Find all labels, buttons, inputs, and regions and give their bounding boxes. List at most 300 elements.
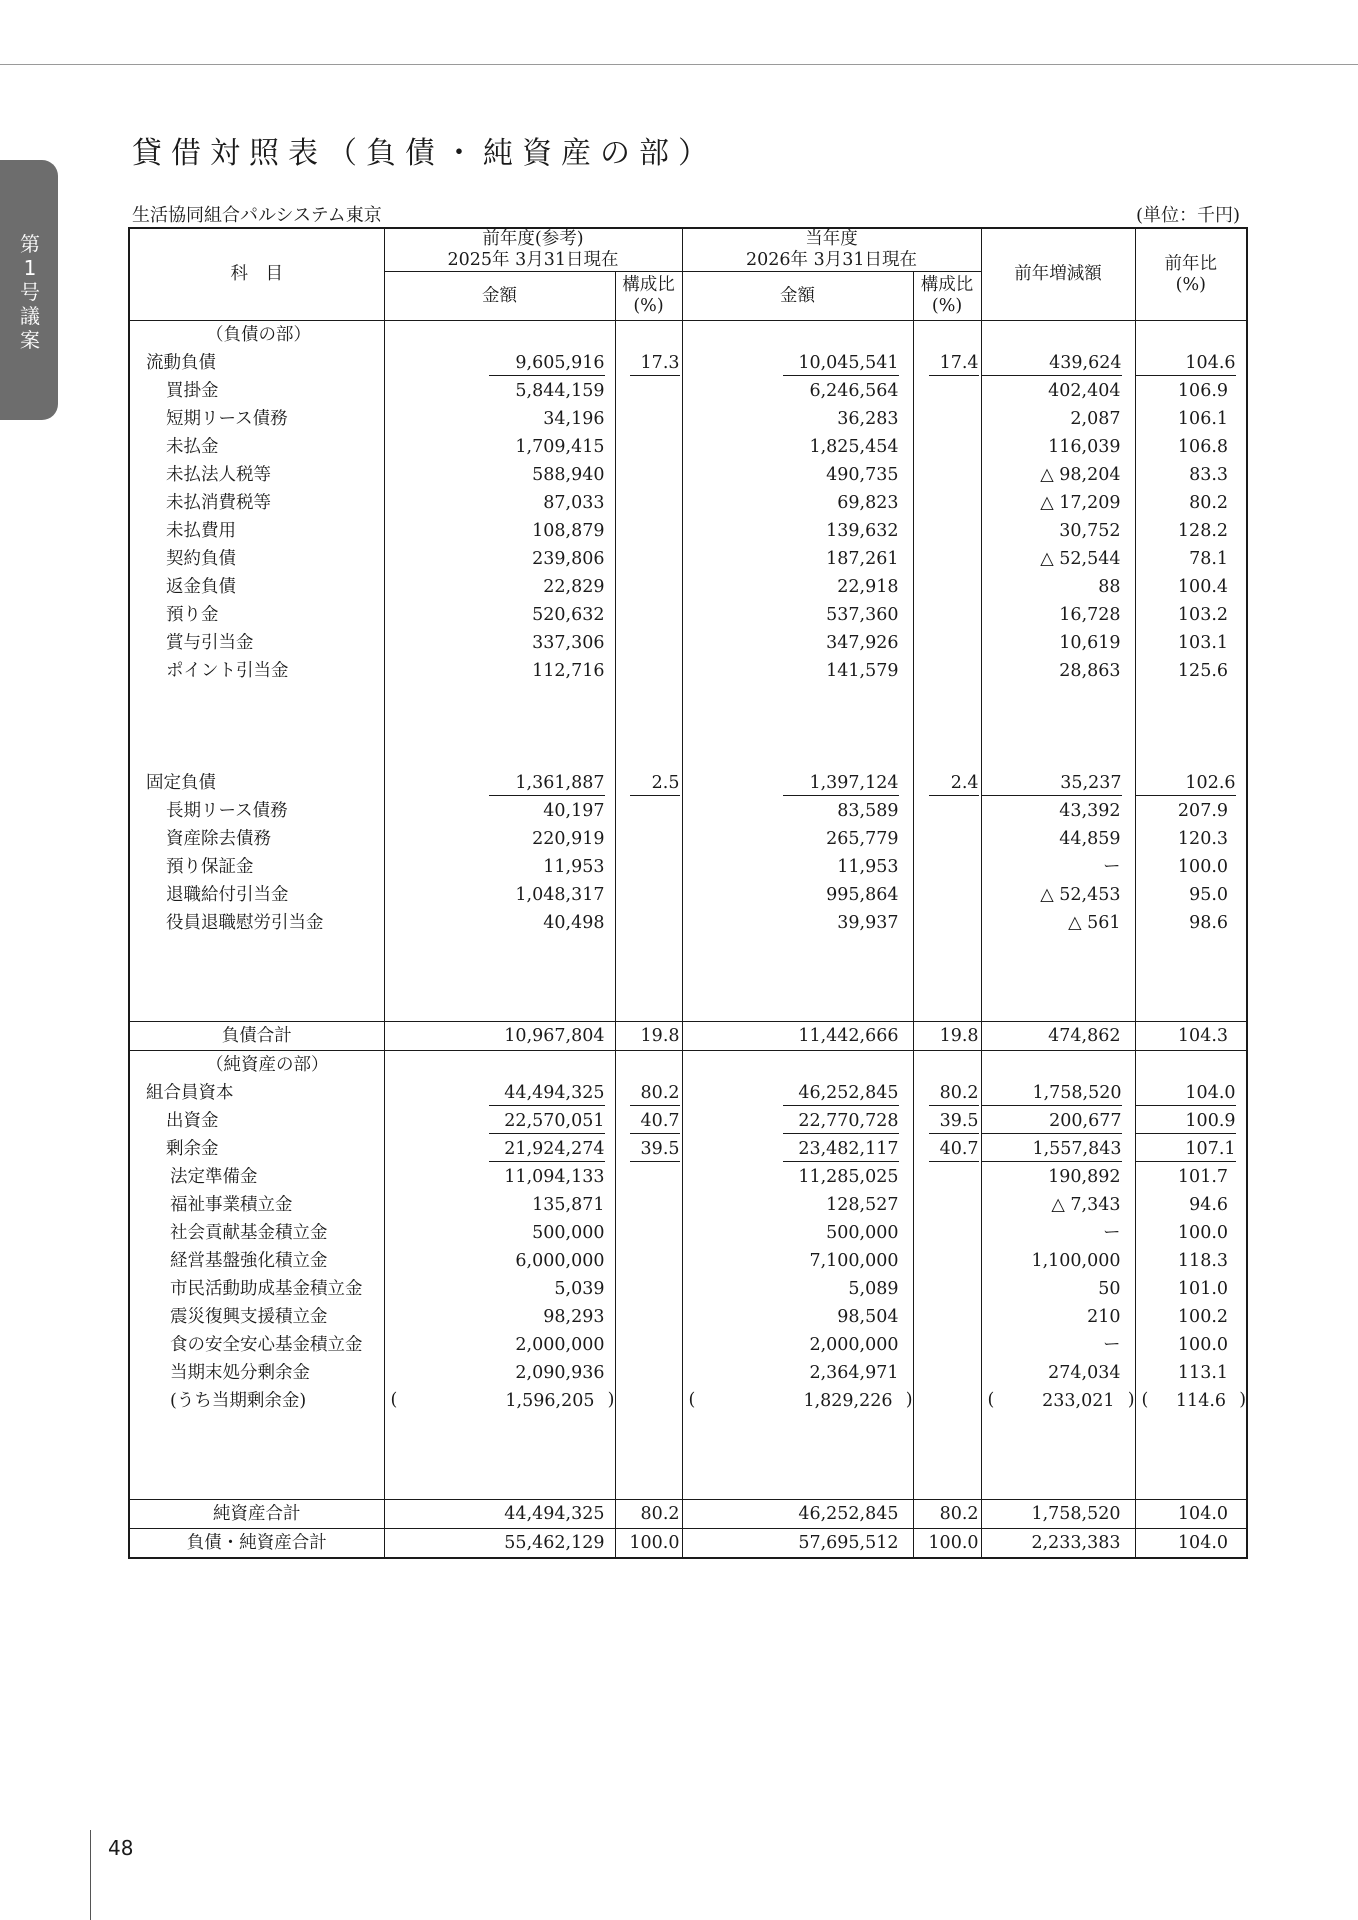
fixed-liability-item bbox=[129, 853, 1247, 881]
current-liability-item bbox=[129, 377, 1247, 405]
current-liability-item-prev-pct bbox=[615, 461, 682, 489]
surplus-item-diff: ー bbox=[981, 1331, 1135, 1359]
page-number: 48 bbox=[108, 1836, 134, 1860]
current-liabilities-row-prev-pct bbox=[615, 349, 682, 377]
surplus-row bbox=[129, 1135, 1247, 1163]
investment-row-cur-pct-value: 39.5 bbox=[929, 1109, 979, 1134]
current-liabilities-row-diff-value: 439,624 bbox=[982, 351, 1122, 376]
surplus-item-prev-pct bbox=[615, 1219, 682, 1247]
current-surplus-prev-close-paren: ) bbox=[607, 1390, 615, 1410]
surplus-item-prev-pct bbox=[615, 1303, 682, 1331]
current-liability-item-ratio: 125.6 bbox=[1135, 657, 1247, 685]
current-liability-item-diff: 2,087 bbox=[981, 405, 1135, 433]
spacer-cell bbox=[981, 1443, 1135, 1471]
spacer-row bbox=[129, 713, 1247, 741]
surplus-item-prev: 5,039 bbox=[384, 1275, 615, 1303]
current-liability-item-cur-pct bbox=[913, 629, 981, 657]
page-title: 貸借対照表（負債・純資産の部） bbox=[132, 136, 717, 171]
current-surplus-cur-close-paren: ) bbox=[905, 1390, 913, 1410]
spacer-row bbox=[129, 685, 1247, 713]
current-liabilities-row-prev-value: 9,605,916 bbox=[489, 351, 605, 376]
spacer-cell bbox=[384, 937, 615, 965]
fixed-liability-item-label: 預り保証金 bbox=[129, 853, 384, 881]
current-liabilities-row-prev-pct-value: 17.3 bbox=[630, 351, 680, 376]
current-liability-item-diff: 16,728 bbox=[981, 601, 1135, 629]
current-liability-item-prev-pct bbox=[615, 601, 682, 629]
current-liability-item-diff: 30,752 bbox=[981, 517, 1135, 545]
current-liabilities-row-prev bbox=[384, 349, 615, 377]
current-liability-item-prev: 520,632 bbox=[384, 601, 615, 629]
spacer-cell bbox=[682, 741, 913, 769]
spacer-cell bbox=[981, 1415, 1135, 1443]
grand-total-row-cur: 57,695,512 bbox=[682, 1529, 913, 1559]
surplus-item-label: 食の安全安心基金積立金 bbox=[129, 1331, 384, 1359]
investment-row-ratio bbox=[1135, 1107, 1247, 1135]
spacer-cell bbox=[981, 993, 1135, 1022]
current-liability-item bbox=[129, 657, 1247, 685]
investment-row-prev-value: 22,570,051 bbox=[489, 1109, 605, 1134]
grand-total-row-cur-pct: 100.0 bbox=[913, 1529, 981, 1559]
current-liability-item-cur-pct bbox=[913, 517, 981, 545]
fixed-liability-item-label: 長期リース債務 bbox=[129, 797, 384, 825]
investment-row-diff-value: 200,677 bbox=[982, 1109, 1122, 1134]
current-liability-item-label: 返金負債 bbox=[129, 573, 384, 601]
liabilities-total-row-label: 負債合計 bbox=[129, 1022, 384, 1051]
current-surplus-cur bbox=[682, 1387, 913, 1415]
current-surplus-diff-value: 233,021 bbox=[1042, 1390, 1115, 1411]
current-liability-item-prev-pct bbox=[615, 433, 682, 461]
current-liability-item-prev: 112,716 bbox=[384, 657, 615, 685]
current-liability-item-prev: 588,940 bbox=[384, 461, 615, 489]
top-rule bbox=[0, 64, 1358, 65]
current-liability-item-diff: 402,404 bbox=[981, 377, 1135, 405]
fixed-liabilities-row-ratio bbox=[1135, 769, 1247, 797]
spacer-cell bbox=[384, 741, 615, 769]
surplus-item-cur-pct bbox=[913, 1331, 981, 1359]
current-liabilities-row-cur-pct-value: 17.4 bbox=[929, 351, 979, 376]
grand-total-row-ratio: 104.0 bbox=[1135, 1529, 1247, 1559]
surplus-item-cur-pct bbox=[913, 1247, 981, 1275]
grand-total-row-label: 負債・純資産合計 bbox=[129, 1529, 384, 1559]
net-assets-total-row-cur-pct: 80.2 bbox=[913, 1500, 981, 1529]
current-liabilities-row-diff bbox=[981, 349, 1135, 377]
surplus-row-label: 剰余金 bbox=[129, 1135, 384, 1163]
current-liability-item-cur-pct bbox=[913, 461, 981, 489]
current-surplus-prev bbox=[384, 1387, 615, 1415]
current-liability-item-prev-pct bbox=[615, 657, 682, 685]
surplus-row-ratio bbox=[1135, 1135, 1247, 1163]
current-liabilities-row-ratio-value: 104.6 bbox=[1136, 351, 1236, 376]
spacer-cell bbox=[129, 713, 384, 741]
members-capital-row-label: 組合員資本 bbox=[129, 1079, 384, 1107]
surplus-item bbox=[129, 1359, 1247, 1387]
current-liability-item-cur-pct bbox=[913, 545, 981, 573]
fixed-liabilities-row-prev-pct bbox=[615, 769, 682, 797]
surplus-item-cur: 98,504 bbox=[682, 1303, 913, 1331]
surplus-item-cur-pct bbox=[913, 1219, 981, 1247]
current-liability-item-label: 短期リース債務 bbox=[129, 405, 384, 433]
current-liability-item-label: 未払費用 bbox=[129, 517, 384, 545]
fixed-liability-item-cur-pct bbox=[913, 881, 981, 909]
surplus-row-cur-pct bbox=[913, 1135, 981, 1163]
surplus-item-ratio: 113.1 bbox=[1135, 1359, 1247, 1387]
spacer-cell bbox=[384, 1443, 615, 1471]
current-liabilities-row-cur bbox=[682, 349, 913, 377]
fixed-liabilities-row-cur-pct-value: 2.4 bbox=[929, 771, 979, 796]
members-capital-row-ratio-value: 104.0 bbox=[1136, 1081, 1236, 1106]
current-liability-item-cur-pct bbox=[913, 433, 981, 461]
fixed-liabilities-row-cur-pct bbox=[913, 769, 981, 797]
members-capital-row-prev-pct-value: 80.2 bbox=[630, 1081, 680, 1106]
fixed-liability-item-prev: 11,953 bbox=[384, 853, 615, 881]
surplus-item-ratio: 100.0 bbox=[1135, 1331, 1247, 1359]
spacer-cell bbox=[1135, 993, 1247, 1022]
net-assets-header-empty bbox=[384, 1051, 615, 1080]
surplus-item-prev: 11,094,133 bbox=[384, 1163, 615, 1191]
current-liability-item-prev: 239,806 bbox=[384, 545, 615, 573]
spacer-cell bbox=[129, 993, 384, 1022]
header-subject: 科 目 bbox=[129, 228, 384, 321]
surplus-item-cur: 2,364,971 bbox=[682, 1359, 913, 1387]
header-prev-year bbox=[384, 228, 682, 272]
fixed-liability-item-prev: 220,919 bbox=[384, 825, 615, 853]
spacer-row bbox=[129, 741, 1247, 769]
investment-row-prev bbox=[384, 1107, 615, 1135]
current-liability-item-cur-pct bbox=[913, 657, 981, 685]
spacer-row bbox=[129, 993, 1247, 1022]
spacer-cell bbox=[913, 1471, 981, 1500]
fixed-liability-item-prev-pct bbox=[615, 853, 682, 881]
fixed-liabilities-row-cur-value: 1,397,124 bbox=[783, 771, 899, 796]
net-assets-header-empty bbox=[682, 1051, 913, 1080]
net-assets-header bbox=[129, 1051, 1247, 1080]
surplus-item-prev-pct bbox=[615, 1163, 682, 1191]
current-surplus-ratio-close-paren: ) bbox=[1239, 1390, 1247, 1410]
spacer-cell bbox=[129, 741, 384, 769]
surplus-item-label: 経営基盤強化積立金 bbox=[129, 1247, 384, 1275]
current-surplus-label: (うち当期剰余金) bbox=[129, 1387, 384, 1415]
fixed-liability-item-diff: ー bbox=[981, 853, 1135, 881]
fixed-liability-item-prev-pct bbox=[615, 909, 682, 937]
investment-row-cur bbox=[682, 1107, 913, 1135]
fixed-liability-item-prev: 40,498 bbox=[384, 909, 615, 937]
surplus-item-prev-pct bbox=[615, 1247, 682, 1275]
net-assets-header-empty bbox=[981, 1051, 1135, 1080]
grand-total-row-diff: 2,233,383 bbox=[981, 1529, 1135, 1559]
members-capital-row-prev-pct bbox=[615, 1079, 682, 1107]
surplus-item-prev: 2,090,936 bbox=[384, 1359, 615, 1387]
liabilities-header-empty bbox=[384, 321, 615, 350]
chapter-tab-label: 第1号議案 bbox=[20, 232, 40, 352]
current-surplus-ratio-value: 114.6 bbox=[1175, 1390, 1227, 1411]
spacer-cell bbox=[1135, 937, 1247, 965]
fixed-liability-item bbox=[129, 881, 1247, 909]
fixed-liability-item-cur: 39,937 bbox=[682, 909, 913, 937]
surplus-item-ratio: 118.3 bbox=[1135, 1247, 1247, 1275]
header-ratio bbox=[1135, 228, 1247, 321]
fixed-liabilities-row-diff bbox=[981, 769, 1135, 797]
chapter-tab bbox=[0, 160, 58, 420]
spacer-cell bbox=[615, 741, 682, 769]
fixed-liability-item-diff: 43,392 bbox=[981, 797, 1135, 825]
fixed-liability-item-cur: 83,589 bbox=[682, 797, 913, 825]
surplus-item-prev-pct bbox=[615, 1359, 682, 1387]
spacer-cell bbox=[129, 965, 384, 993]
spacer-cell bbox=[129, 1415, 384, 1443]
spacer-cell bbox=[1135, 741, 1247, 769]
spacer-cell bbox=[913, 713, 981, 741]
spacer-cell bbox=[1135, 685, 1247, 713]
surplus-row-prev-pct-value: 39.5 bbox=[630, 1137, 680, 1162]
current-liability-item-cur-pct bbox=[913, 489, 981, 517]
surplus-row-prev bbox=[384, 1135, 615, 1163]
header-cur-composition-pct: (%) bbox=[931, 296, 963, 316]
surplus-item-diff: △ 7,343 bbox=[981, 1191, 1135, 1219]
investment-row-prev-pct bbox=[615, 1107, 682, 1135]
unit-label: (単位：千円) bbox=[1135, 205, 1240, 226]
net-assets-total-row-diff: 1,758,520 bbox=[981, 1500, 1135, 1529]
grand-total-row-prev: 55,462,129 bbox=[384, 1529, 615, 1559]
liabilities-total-row bbox=[129, 1022, 1247, 1051]
current-liability-item-cur: 187,261 bbox=[682, 545, 913, 573]
current-liability-item-diff: △ 17,209 bbox=[981, 489, 1135, 517]
fixed-liability-item-diff: 44,859 bbox=[981, 825, 1135, 853]
liabilities-total-row-ratio: 104.3 bbox=[1135, 1022, 1247, 1051]
spacer-cell bbox=[913, 1443, 981, 1471]
current-liability-item-diff: 116,039 bbox=[981, 433, 1135, 461]
members-capital-row-diff bbox=[981, 1079, 1135, 1107]
fixed-liability-item-ratio: 120.3 bbox=[1135, 825, 1247, 853]
current-surplus-ratio bbox=[1135, 1387, 1247, 1415]
spacer-cell bbox=[129, 937, 384, 965]
investment-row-label: 出資金 bbox=[129, 1107, 384, 1135]
surplus-item-diff: 274,034 bbox=[981, 1359, 1135, 1387]
current-liability-item-prev: 87,033 bbox=[384, 489, 615, 517]
current-liability-item-label: 買掛金 bbox=[129, 377, 384, 405]
current-liability-item bbox=[129, 461, 1247, 489]
surplus-item-ratio: 101.7 bbox=[1135, 1163, 1247, 1191]
current-liability-item-ratio: 128.2 bbox=[1135, 517, 1247, 545]
current-liabilities-row-ratio bbox=[1135, 349, 1247, 377]
liabilities-header-label: （負債の部） bbox=[129, 321, 384, 350]
current-liability-item bbox=[129, 545, 1247, 573]
surplus-item bbox=[129, 1191, 1247, 1219]
surplus-row-prev-value: 21,924,274 bbox=[489, 1137, 605, 1162]
current-liability-item-prev-pct bbox=[615, 517, 682, 545]
current-liability-item-diff: △ 98,204 bbox=[981, 461, 1135, 489]
spacer-cell bbox=[682, 993, 913, 1022]
surplus-item-prev: 500,000 bbox=[384, 1219, 615, 1247]
fixed-liabilities-row-prev bbox=[384, 769, 615, 797]
current-surplus-cur-value: 1,829,226 bbox=[803, 1390, 893, 1411]
fixed-liability-item-cur: 995,864 bbox=[682, 881, 913, 909]
spacer-cell bbox=[913, 937, 981, 965]
surplus-item-prev-pct bbox=[615, 1191, 682, 1219]
surplus-item-diff: 50 bbox=[981, 1275, 1135, 1303]
investment-row-diff bbox=[981, 1107, 1135, 1135]
current-surplus-diff bbox=[981, 1387, 1135, 1415]
net-assets-total-row-label: 純資産合計 bbox=[129, 1500, 384, 1529]
spacer-cell bbox=[981, 741, 1135, 769]
fixed-liability-item-cur-pct bbox=[913, 797, 981, 825]
members-capital-row-cur-pct-value: 80.2 bbox=[929, 1081, 979, 1106]
spacer-cell bbox=[615, 713, 682, 741]
spacer-cell bbox=[981, 965, 1135, 993]
spacer-cell bbox=[981, 685, 1135, 713]
net-assets-header-empty bbox=[1135, 1051, 1247, 1080]
fixed-liability-item-cur: 265,779 bbox=[682, 825, 913, 853]
surplus-item-diff: 1,100,000 bbox=[981, 1247, 1135, 1275]
current-liability-item bbox=[129, 433, 1247, 461]
liabilities-header-empty bbox=[913, 321, 981, 350]
header-prev-date: 2025年 3月31日現在 bbox=[447, 250, 619, 270]
header-ratio-pct: (%) bbox=[1175, 274, 1206, 295]
surplus-item-cur: 11,285,025 bbox=[682, 1163, 913, 1191]
current-liability-item-ratio: 83.3 bbox=[1135, 461, 1247, 489]
spacer-cell bbox=[615, 965, 682, 993]
current-liability-item bbox=[129, 573, 1247, 601]
balance-sheet-table bbox=[128, 227, 1248, 1559]
fixed-liability-item-cur: 11,953 bbox=[682, 853, 913, 881]
spacer-row bbox=[129, 1415, 1247, 1443]
fixed-liability-item-cur-pct bbox=[913, 853, 981, 881]
investment-row-prev-pct-value: 40.7 bbox=[630, 1109, 680, 1134]
spacer-cell bbox=[384, 685, 615, 713]
current-liability-item-cur: 347,926 bbox=[682, 629, 913, 657]
spacer-cell bbox=[1135, 1471, 1247, 1500]
spacer-cell bbox=[913, 685, 981, 713]
current-liability-item-cur: 139,632 bbox=[682, 517, 913, 545]
current-liability-item-ratio: 103.2 bbox=[1135, 601, 1247, 629]
current-liability-item-ratio: 106.8 bbox=[1135, 433, 1247, 461]
fixed-liability-item-label: 役員退職慰労引当金 bbox=[129, 909, 384, 937]
investment-row bbox=[129, 1107, 1247, 1135]
current-surplus-row bbox=[129, 1387, 1247, 1415]
spacer-cell bbox=[1135, 965, 1247, 993]
spacer-cell bbox=[615, 1415, 682, 1443]
members-capital-row-cur-value: 46,252,845 bbox=[783, 1081, 899, 1106]
header-ratio-label: 前年比 bbox=[1164, 253, 1218, 274]
spacer-cell bbox=[129, 685, 384, 713]
current-surplus-prev-pct bbox=[615, 1387, 682, 1415]
current-liabilities-row-cur-value: 10,045,541 bbox=[783, 351, 899, 376]
members-capital-row-prev bbox=[384, 1079, 615, 1107]
surplus-item-cur: 7,100,000 bbox=[682, 1247, 913, 1275]
spacer-cell bbox=[981, 1471, 1135, 1500]
surplus-item-cur-pct bbox=[913, 1359, 981, 1387]
surplus-item-label: 社会貢献基金積立金 bbox=[129, 1219, 384, 1247]
fixed-liabilities-row bbox=[129, 769, 1247, 797]
spacer-cell bbox=[682, 1471, 913, 1500]
current-liability-item-label: 賞与引当金 bbox=[129, 629, 384, 657]
spacer-cell bbox=[384, 1415, 615, 1443]
fixed-liability-item-ratio: 100.0 bbox=[1135, 853, 1247, 881]
liabilities-header-empty bbox=[981, 321, 1135, 350]
fixed-liability-item-diff: △ 52,453 bbox=[981, 881, 1135, 909]
current-liability-item-prev-pct bbox=[615, 629, 682, 657]
spacer-cell bbox=[615, 993, 682, 1022]
liabilities-header-empty bbox=[1135, 321, 1247, 350]
surplus-row-cur-pct-value: 40.7 bbox=[929, 1137, 979, 1162]
surplus-row-cur bbox=[682, 1135, 913, 1163]
current-liability-item-prev: 337,306 bbox=[384, 629, 615, 657]
current-liability-item-cur: 69,823 bbox=[682, 489, 913, 517]
surplus-item-cur: 2,000,000 bbox=[682, 1331, 913, 1359]
spacer-cell bbox=[981, 713, 1135, 741]
liabilities-total-row-diff: 474,862 bbox=[981, 1022, 1135, 1051]
header-prev-composition-label: 構成比 bbox=[622, 275, 675, 295]
investment-row-cur-value: 22,770,728 bbox=[783, 1109, 899, 1134]
spacer-cell bbox=[913, 965, 981, 993]
current-liability-item-ratio: 80.2 bbox=[1135, 489, 1247, 517]
net-assets-header-empty bbox=[615, 1051, 682, 1080]
spacer-cell bbox=[384, 713, 615, 741]
current-liabilities-row-cur-pct bbox=[913, 349, 981, 377]
spacer-cell bbox=[129, 1471, 384, 1500]
current-surplus-cur-open-paren: ( bbox=[688, 1390, 696, 1410]
surplus-item-cur: 500,000 bbox=[682, 1219, 913, 1247]
members-capital-row bbox=[129, 1079, 1247, 1107]
fixed-liability-item-ratio: 207.9 bbox=[1135, 797, 1247, 825]
current-liability-item-ratio: 100.4 bbox=[1135, 573, 1247, 601]
surplus-row-cur-value: 23,482,117 bbox=[783, 1137, 899, 1162]
current-liability-item bbox=[129, 517, 1247, 545]
members-capital-row-cur-pct bbox=[913, 1079, 981, 1107]
surplus-item bbox=[129, 1247, 1247, 1275]
spacer-cell bbox=[682, 1415, 913, 1443]
current-liability-item-cur: 6,246,564 bbox=[682, 377, 913, 405]
fixed-liabilities-row-label: 固定負債 bbox=[129, 769, 384, 797]
surplus-item-diff: 210 bbox=[981, 1303, 1135, 1331]
surplus-item-label: 市民活動助成基金積立金 bbox=[129, 1275, 384, 1303]
surplus-item-cur: 5,089 bbox=[682, 1275, 913, 1303]
surplus-item-cur-pct bbox=[913, 1163, 981, 1191]
surplus-item-cur-pct bbox=[913, 1191, 981, 1219]
fixed-liabilities-row-cur bbox=[682, 769, 913, 797]
surplus-item-ratio: 101.0 bbox=[1135, 1275, 1247, 1303]
surplus-item-diff: ー bbox=[981, 1219, 1135, 1247]
header-prev-year-label: 前年度(参考) bbox=[482, 229, 584, 249]
current-liability-item-prev-pct bbox=[615, 489, 682, 517]
surplus-item bbox=[129, 1303, 1247, 1331]
net-assets-total-row-ratio: 104.0 bbox=[1135, 1500, 1247, 1529]
surplus-row-prev-pct bbox=[615, 1135, 682, 1163]
footer-rule bbox=[90, 1830, 91, 1920]
current-liability-item-ratio: 103.1 bbox=[1135, 629, 1247, 657]
net-assets-header-empty bbox=[913, 1051, 981, 1080]
surplus-item bbox=[129, 1219, 1247, 1247]
current-liability-item-prev: 108,879 bbox=[384, 517, 615, 545]
current-liability-item-cur: 36,283 bbox=[682, 405, 913, 433]
spacer-cell bbox=[913, 993, 981, 1022]
current-liability-item-cur-pct bbox=[913, 405, 981, 433]
current-liabilities-row bbox=[129, 349, 1247, 377]
surplus-item bbox=[129, 1163, 1247, 1191]
members-capital-row-ratio bbox=[1135, 1079, 1247, 1107]
fixed-liability-item-label: 資産除去債務 bbox=[129, 825, 384, 853]
investment-row-cur-pct bbox=[913, 1107, 981, 1135]
spacer-cell bbox=[615, 1471, 682, 1500]
header-cur-composition-label: 構成比 bbox=[920, 275, 974, 295]
current-surplus-diff-open-paren: ( bbox=[987, 1390, 995, 1410]
fixed-liability-item-diff: △ 561 bbox=[981, 909, 1135, 937]
spacer-cell bbox=[1135, 713, 1247, 741]
current-liability-item bbox=[129, 489, 1247, 517]
fixed-liability-item-prev: 40,197 bbox=[384, 797, 615, 825]
current-liability-item-diff: △ 52,544 bbox=[981, 545, 1135, 573]
current-liability-item-label: 契約負債 bbox=[129, 545, 384, 573]
surplus-item-label: 当期末処分剰余金 bbox=[129, 1359, 384, 1387]
